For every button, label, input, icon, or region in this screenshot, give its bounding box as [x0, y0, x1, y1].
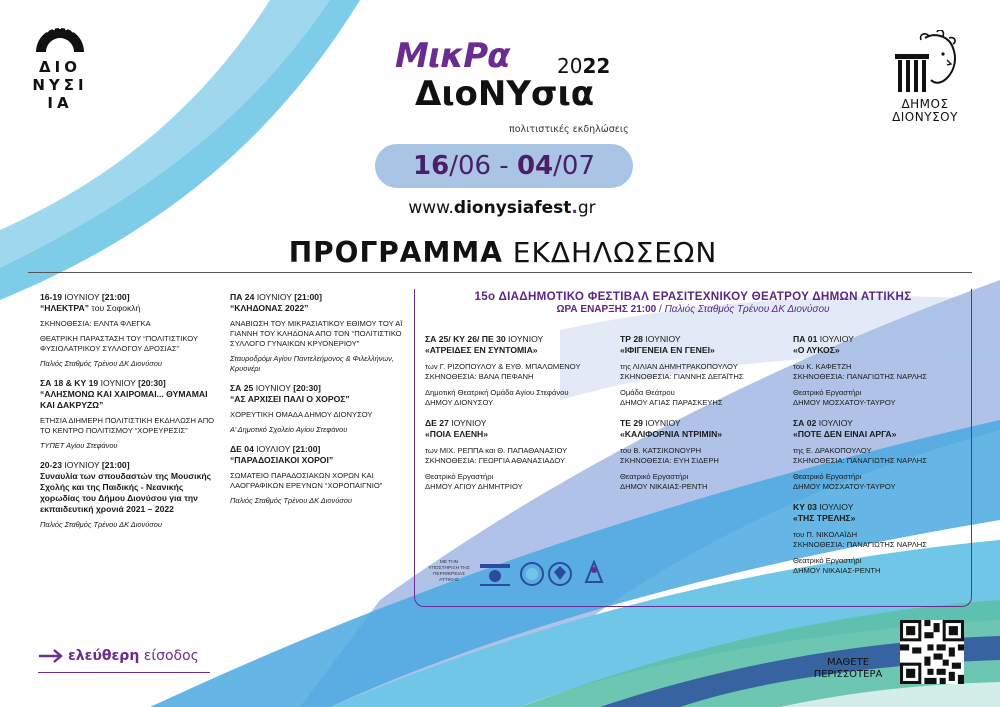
event-credits: του Β. ΚΑΤΣΙΚΟΝΟΥΡΗ ΣΚΗΝΟΘΕΣΙΑ: ΕΥΗ ΣΙΔΕΡΗ [620, 446, 719, 465]
festival-title: 15ο ΔΙΑΔΗΜΟΤΙΚΟ ΦΕΣΤΙΒΑΛ ΕΡΑΣΙΤΕΧΝΙΚΟΥ ΘΕΑΤΡΟΥ ΔΗΜΩΝ ΑΤΤΙΚΗΣ [474, 290, 912, 303]
event-location: Παλιός Σταθμός Τρένου ΔΚ Διονύσου [230, 496, 352, 505]
event-location: Παλιός Σταθμός Τρένου ΔΚ Διονύσου [40, 520, 162, 529]
event-group: Θεατρικό Εργαστήρι ΔΗΜΟΥ ΜΟΣΧΑΤΟΥ-ΤΑΥΡΟΥ [793, 472, 896, 491]
event-title: Συναυλία των σπουδαστών της Μουσικής Σχολής και της Παιδικής - Νεανικής χορωδίας του Δήμου Διονύσου για την εκπαιδευτική χρονιά 2021 – 2022 [40, 471, 212, 514]
event-item [230, 383, 410, 435]
festival-event [425, 418, 610, 492]
event-title: “ΚΛΗΔΟΝΑΣ 2022” [230, 303, 309, 313]
date-start-month: /06 [449, 151, 492, 181]
event-date: ΠΑ 01 ΙΟΥΛΙΟΥ [793, 334, 854, 344]
sponsor-emblems-icon [476, 558, 616, 592]
event-title: «ΤΗΣ ΤΡΕΛΗΣ» [793, 513, 856, 523]
festival-time: ΩΡΑ ΕΝΑΡΞΗΣ 21:00 / Παλιός Σταθμός Τρένου ΔΚ Διονύσου [556, 304, 830, 315]
festival-column-1 [425, 334, 610, 502]
event-date: ΣΑ 02 ΙΟΥΛΙΟΥ [793, 418, 853, 428]
qr-code-icon[interactable] [900, 620, 964, 684]
festival-event [793, 502, 958, 576]
event-date: ΠΑ 24 ΙΟΥΝΙΟΥ [21:00] [230, 292, 322, 302]
event-date: ΤΡ 28 ΙΟΥΝΙΟΥ [620, 334, 681, 344]
event-date: ΚΥ 03 ΙΟΥΛΙΟΥ [793, 502, 854, 512]
event-group: Θεατρικό Εργαστήρι ΔΗΜΟΥ ΝΙΚΑΙΑΣ-ΡΕΝΤΗ [793, 556, 881, 575]
event-line: ΕΤΗΣΙΑ ΔΙΗΜΕΡΗ ΠΟΛΙΤΙΣΤΙΚΗ ΕΚΔΗΛΩΣΗ ΑΠΟ ΤΟ ΚΕΝΤΡΟ ΠΟΛΙΤΙΣΜΟΥ “ΧΟΡΕΥΡΕΣΙΣ” [40, 416, 215, 435]
event-date: ΔΕ 27 ΙΟΥΝΙΟΥ [425, 418, 487, 428]
festival-event [793, 418, 958, 492]
festival-event [620, 334, 785, 408]
website-link[interactable] [402, 198, 602, 218]
free-entry-light: είσοδος [139, 648, 199, 664]
event-credits: της ΛΙΛΙΑΝ ΔΗΜΗΤΡΑΚΟΠΟΥΛΟΥ ΣΚΗΝΟΘΕΣΙΑ: ΓΙΑΝΝΗΣ ΔΕΓΑΪΤΗΣ [620, 362, 744, 381]
free-entry [38, 648, 213, 664]
free-entry-bold: ελεύθερη [68, 648, 140, 664]
logo-left-line-1: ΔΙΟ [39, 58, 81, 76]
arrow-right-icon [38, 649, 64, 663]
brand-subtitle: πολιτιστικές εκδηλώσεις [509, 124, 629, 135]
web-prefix: www. [408, 198, 454, 218]
event-item [230, 292, 410, 374]
event-title: “ΗΛΕΚΤΡΑ” του Σοφοκλή [40, 303, 141, 313]
event-item [40, 460, 215, 530]
event-title: “ΑΛΗΣΜΟΝΩ ΚΑΙ ΧΑΙΡΟΜΑΙ... ΘΥΜΑΜΑΙ ΚΑΙ ΔΑΚΡΥΖΩ” [40, 389, 208, 410]
event-line: ΧΟΡΕΥΤΙΚΗ ΟΜΑΔΑ ΔΗΜΟΥ ΔΙΟΝΥΣΟΥ [230, 410, 373, 419]
logo-right-line-1: ΔΗΜΟΣ [901, 97, 949, 111]
festival-brand [385, 36, 629, 136]
event-item [40, 378, 215, 451]
event-credits: του Π. ΝΙΚΟΛΑΪΔΗ ΣΚΗΝΟΘΕΣΙΑ: ΠΑΝΑΓΙΩΤΗΣ ΝΑΡΛΗΣ [793, 530, 927, 549]
event-group: Θεατρικό Εργαστήρι ΔΗΜΟΥ ΜΟΣΧΑΤΟΥ-ΤΑΥΡΟΥ [793, 388, 896, 407]
event-date: ΣΑ 25 ΙΟΥΝΙΟΥ [20:30] [230, 383, 321, 393]
date-start-day: 16 [413, 151, 450, 181]
date-end-month: /07 [553, 151, 595, 181]
logo-left-line-2: ΝΥΣΙ [32, 76, 88, 94]
event-credits: της Ε. ΔΡΑΚΟΠΟΥΛΟΥ ΣΚΗΝΟΘΕΣΙΑ: ΠΑΝΑΓΙΩΤΗΣ ΝΑΡΛΗΣ [793, 446, 927, 465]
event-credits: του Κ. ΚΑΦΕΤΖΗ ΣΚΗΝΟΘΕΣΙΑ: ΠΑΝΑΓΙΩΤΗΣ ΝΑΡΛΗΣ [793, 362, 927, 381]
event-location: Α’ Δημοτικό Σχολείο Αγίου Στεφάνου [230, 425, 348, 434]
arch-icon [32, 24, 88, 54]
program-title-bold: ΠΡΟΓΡΑΜΜΑ [288, 236, 503, 269]
brand-year-a: 20 [557, 54, 583, 78]
brand-line-1: ΜικΡα [395, 36, 510, 76]
title-divider [28, 272, 972, 273]
event-date: ΣΑ 18 & ΚΥ 19 ΙΟΥΝΙΟΥ [20:30] [40, 378, 166, 388]
sponsor-logos [420, 558, 620, 592]
web-bold: dionysiafest [453, 198, 572, 218]
events-column-1 [40, 292, 215, 539]
event-date: ΣΑ 25/ ΚΥ 26/ ΠΕ 30 ΙΟΥΝΙΟΥ [425, 334, 544, 344]
event-title: “ΠΑΡΑΔΟΣΙΑΚΟΙ ΧΟΡΟΙ” [230, 455, 334, 465]
event-group: Θεατρικό Εργαστήρι ΔΗΜΟΥ ΝΙΚΑΙΑΣ-ΡΕΝΤΗ [620, 472, 708, 491]
event-line: ΣΩΜΑΤΕΙΟ ΠΑΡΑΔΟΣΙΑΚΩΝ ΧΟΡΩΝ ΚΑΙ ΛΑΟΓΡΑΦΙΚΩΝ ΕΡΕΥΝΩΝ “ΧΟΡΟΠΑΙΓΝΙΟ” [230, 471, 383, 490]
events-column-2 [230, 292, 410, 515]
event-location: Παλιός Σταθμός Τρένου ΔΚ Διονύσου [40, 359, 162, 368]
event-title: «ΠΟΙΑ ΕΛΕΝΗ» [425, 429, 489, 439]
municipality-logo [875, 30, 975, 124]
festival-column-2 [620, 334, 785, 502]
event-line: ΑΝΑΒΙΩΣΗ ΤΟΥ ΜΙΚΡΑΣΙΑΤΙΚΟΥ ΕΘΙΜΟΥ ΤΟΥ ΑΪ ΓΙΑΝΝΗ ΤΟΥ ΚΛΗΔΟΝΑ ΑΠΟ ΤΟΝ “ΠΟΛΙΤΙΣΤΙΚΟ ΣΥΛΛΟΓΟ ΓΥΝΑΙΚΩΝ ΚΡΥΟΝΕΡΙΟΥ” [230, 319, 403, 348]
event-date: 20-23 ΙΟΥΝΙΟΥ [21:00] [40, 460, 130, 470]
festival-event [620, 418, 785, 492]
logo-left-line-3: ΙΑ [47, 94, 73, 112]
dionysus-head-icon [885, 30, 965, 94]
event-title: «ΠΟΤΕ ΔΕΝ ΕΙΝΑΙ ΑΡΓΑ» [793, 429, 897, 439]
web-tld: gr [577, 198, 596, 218]
event-group: Θεατρικό Εργαστήρι ΔΗΜΟΥ ΑΓΙΟΥ ΔΗΜΗΤΡΙΟΥ [425, 472, 523, 491]
event-date: ΤΕ 29 ΙΟΥΝΙΟΥ [620, 418, 681, 428]
web-dot: . [571, 198, 578, 218]
date-separator: - [491, 151, 517, 181]
event-title: «ΙΦΙΓΕΝΕΙΑ ΕΝ ΓΕΝΕΙ» [620, 345, 715, 355]
event-credits: των Γ. ΡΙΖΟΠΟΥΛΟΥ & ΕΥΘ. ΜΠΑΛΩΜΕΝΟΥ ΣΚΗΝΟΘΕΣΙΑ: ΒΑΝΑ ΠΕΦΑΝΗ [425, 362, 581, 381]
logo-right-line-2: ΔΙΟΝΥΣΟΥ [892, 110, 958, 124]
event-title: «ΑΤΡΕΙΔΕΣ ΕΝ ΣΥΝΤΟΜΙΑ» [425, 345, 538, 355]
brand-year-b: 22 [582, 54, 611, 78]
event-group: Ομάδα Θεάτρου ΔΗΜΟΥ ΑΓΙΑΣ ΠΑΡΑΣΚΕΥΗΣ [620, 388, 723, 407]
event-location: Σταυροδρόμι Αγίου Παντελεήμονος & Φιλελλήνων, Κρυονέρι [230, 354, 394, 373]
event-title: «Ο ΛΥΚΟΣ» [793, 345, 840, 355]
date-range-pill [375, 144, 633, 188]
event-credits: των ΜΙΧ. ΡΕΠΠΑ και Θ. ΠΑΠΑΘΑΝΑΣΙΟΥ ΣΚΗΝΟΘΕΣΙΑ: ΓΕΩΡΓΙΑ ΑΘΑΝΑΣΙΑΔΟΥ [425, 446, 568, 465]
sponsor-text: ΜΕ ΤΗΝ ΥΠΟΣΤΗΡΙΞΗ ΤΗΣ ΠΕΡΙΦΕΡΕΙΑΣ ΑΤΤΙΚΗΣ [428, 560, 470, 583]
event-item [40, 292, 215, 369]
dionysia-logo [22, 24, 98, 112]
event-line: ΣΚΗΝΟΘΕΣΙΑ: ΕΛΝΤΑ ΦΛΕΓΚΑ [40, 319, 151, 328]
event-title: “ΑΣ ΑΡΧΙΣΕΙ ΠΑΛΙ Ο ΧΟΡΟΣ” [230, 394, 350, 404]
festival-column-3 [793, 334, 958, 586]
event-line: ΘΕΑΤΡΙΚΗ ΠΑΡΑΣΤΑΣΗ ΤΟΥ “ΠΟΛΙΤΙΣΤΙΚΟΥ ΦΥΣΙΟΛΑΤΡΙΚΟΥ ΣΥΛΛΟΓΟΥ ΔΡΟΣΙΑΣ” [40, 334, 198, 353]
event-group: Δημοτική Θεατρική Ομάδα Αγίου Στεφάνου ΔΗΜΟΥ ΔΙΟΝΥΣΟΥ [425, 388, 569, 407]
program-title-light: ΕΚΔΗΛΩΣΕΩΝ [502, 236, 718, 269]
festival-event [793, 334, 958, 408]
event-date: ΔΕ 04 ΙΟΥΛΙΟΥ [21:00] [230, 444, 321, 454]
event-location: ΤΥΠΕΤ Αγίου Στεφάνου [40, 441, 118, 450]
event-title: «ΚΑΛΙΦΟΡΝΙΑ ΝΤΡΙΜΙΝ» [620, 429, 723, 439]
program-title [268, 236, 738, 269]
learn-more: ΜΑΘΕΤΕ ΠΕΡΙΣΣΟΤΕΡΑ [813, 657, 883, 680]
free-entry-underline [38, 672, 210, 673]
event-date: 16-19 ΙΟΥΝΙΟΥ [21:00] [40, 292, 130, 302]
event-item [230, 444, 410, 506]
date-end-day: 04 [516, 151, 554, 181]
brand-line-2: ΔιοΝΥσια [415, 74, 595, 114]
festival-event [425, 334, 610, 408]
